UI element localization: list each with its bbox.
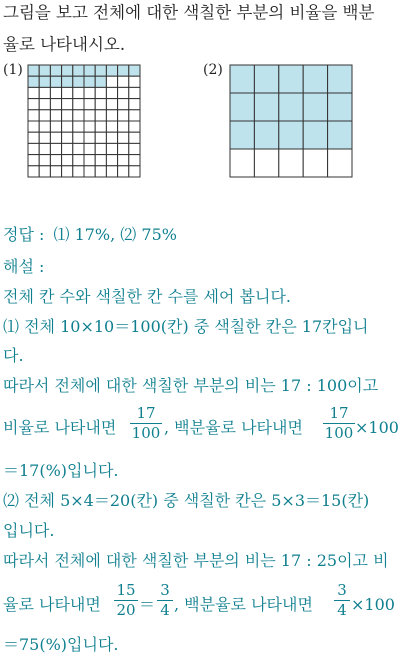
grid-cell xyxy=(95,143,106,154)
grid-cell xyxy=(84,110,95,121)
grid-cell xyxy=(118,143,129,154)
grid-cell xyxy=(39,143,50,154)
grid-cell xyxy=(50,110,61,121)
shaded-cell xyxy=(328,65,352,93)
grid-cell xyxy=(95,87,106,98)
grid-cell xyxy=(39,155,50,166)
grid-cell xyxy=(106,155,117,166)
shaded-cell xyxy=(279,93,303,121)
grid-cell xyxy=(84,99,95,110)
fraction-15-20 xyxy=(114,582,138,619)
explanation-line-7: ⑵ 전체 5×4＝20(칸) 중 색칠한 칸은 5×3＝15(칸) xyxy=(3,491,370,510)
grid-cell xyxy=(254,149,278,177)
grid-cell xyxy=(106,121,117,132)
shaded-cell xyxy=(328,121,352,149)
grid-cell xyxy=(84,143,95,154)
explanation-line-4: 따라서 전체에 대한 색칠한 부분의 비는 17 : 100이고 xyxy=(3,376,379,395)
grid-cell xyxy=(73,166,84,177)
shaded-cell xyxy=(95,76,106,87)
grid-cell xyxy=(95,132,106,143)
grid-cell xyxy=(129,143,140,154)
explanation-line-5a: 비율로 나타내면 xyxy=(3,418,117,437)
grid-cell xyxy=(118,87,129,98)
explanation-line-8: 입니다. xyxy=(3,521,55,540)
grid-cell xyxy=(39,87,50,98)
grid-cell xyxy=(95,166,106,177)
grid-cell xyxy=(129,166,140,177)
grid-cell xyxy=(129,99,140,110)
grid-cell xyxy=(118,99,129,110)
grid-cell xyxy=(106,166,117,177)
shaded-cell xyxy=(73,76,84,87)
fraction-denominator: 100 xyxy=(324,424,354,442)
grid-cell xyxy=(73,99,84,110)
grid-cell xyxy=(95,99,106,110)
fraction-17-100-b xyxy=(323,405,355,442)
grid-cell xyxy=(62,110,73,121)
figure-2-grid xyxy=(229,64,353,178)
grid-cell xyxy=(50,87,61,98)
shaded-cell xyxy=(254,93,278,121)
grid-cell xyxy=(106,110,117,121)
grid-cell xyxy=(62,155,73,166)
shaded-cell xyxy=(230,65,254,93)
equals-sign: ＝ xyxy=(139,595,156,614)
grid-cell xyxy=(230,149,254,177)
shaded-cell xyxy=(84,76,95,87)
shaded-cell xyxy=(39,76,50,87)
grid-cell xyxy=(129,76,140,87)
fraction-17-100-a xyxy=(130,405,162,442)
grid-cell xyxy=(106,132,117,143)
question-line-1: 그림을 보고 전체에 대한 색칠한 부분의 비율을 백분 xyxy=(3,3,375,22)
grid-cell xyxy=(28,155,39,166)
explanation-line-9: 따라서 전체에 대한 색칠한 부분의 비는 17 : 25이고 비 xyxy=(3,551,389,570)
fraction-denominator: 4 xyxy=(337,601,347,619)
explanation-line-2: ⑴ 전체 10×10＝100(칸) 중 색칠한 칸은 17칸입니 xyxy=(3,317,369,336)
shaded-cell xyxy=(303,65,327,93)
grid-cell xyxy=(303,149,327,177)
grid-cell xyxy=(50,143,61,154)
shaded-cell xyxy=(254,65,278,93)
shaded-cell xyxy=(95,65,106,76)
answer-line xyxy=(3,224,177,246)
grid-cell xyxy=(28,121,39,132)
grid-cell xyxy=(106,143,117,154)
fraction-3-4-a xyxy=(157,582,173,619)
grid-cell xyxy=(39,166,50,177)
explanation-line-5b: , 백분율로 나타내면 xyxy=(164,418,303,437)
question-line-2: 율로 나타내시오. xyxy=(3,35,126,54)
fraction-3-4-b xyxy=(334,582,350,619)
grid-cell xyxy=(84,155,95,166)
explanation-line-3: 다. xyxy=(3,346,24,365)
shaded-cell xyxy=(62,76,73,87)
grid-cell xyxy=(28,132,39,143)
figure-2-label: (2) xyxy=(203,62,223,78)
figure-1-label: (1) xyxy=(3,62,23,78)
grid-cell xyxy=(62,132,73,143)
shaded-cell xyxy=(106,65,117,76)
shaded-cell xyxy=(303,121,327,149)
grid-cell xyxy=(106,99,117,110)
grid-cell xyxy=(50,166,61,177)
grid-cell xyxy=(118,132,129,143)
grid-cell xyxy=(118,110,129,121)
explanation-label: 해설 : xyxy=(3,257,45,276)
figure-1-grid xyxy=(27,64,141,178)
shaded-cell xyxy=(230,121,254,149)
shaded-cell xyxy=(279,65,303,93)
explanation-line-5c: ×100 xyxy=(355,418,399,437)
shaded-cell xyxy=(73,65,84,76)
grid-cell xyxy=(28,87,39,98)
grid-cell xyxy=(50,121,61,132)
shaded-cell xyxy=(328,93,352,121)
explanation-line-11: ＝75(%)입니다. xyxy=(3,635,119,654)
shaded-cell xyxy=(28,65,39,76)
grid-cell xyxy=(279,149,303,177)
explanation-line-1: 전체 칸 수와 색칠한 칸 수를 세어 봅니다. xyxy=(3,287,291,306)
grid-cell xyxy=(129,110,140,121)
fraction-denominator: 100 xyxy=(131,424,161,442)
fraction-numerator: 3 xyxy=(337,581,347,599)
grid-cell xyxy=(28,143,39,154)
grid-cell xyxy=(50,132,61,143)
explanation-line-10b: , 백분율로 나타내면 xyxy=(174,595,313,614)
grid-cell xyxy=(62,87,73,98)
explanation-line-10c: ×100 xyxy=(351,595,395,614)
grid-cell xyxy=(73,143,84,154)
grid-cell xyxy=(84,166,95,177)
grid-cell xyxy=(62,143,73,154)
fraction-numerator: 17 xyxy=(136,404,156,422)
grid-cell xyxy=(73,87,84,98)
shaded-cell xyxy=(28,76,39,87)
grid-cell xyxy=(84,132,95,143)
shaded-cell xyxy=(279,121,303,149)
grid-cell xyxy=(73,110,84,121)
shaded-cell xyxy=(62,65,73,76)
grid-cell xyxy=(95,155,106,166)
fraction-numerator: 15 xyxy=(116,581,136,599)
fraction-denominator: 20 xyxy=(116,601,136,619)
shaded-cell xyxy=(129,65,140,76)
grid-cell xyxy=(118,166,129,177)
grid-cell xyxy=(50,155,61,166)
shaded-cell xyxy=(50,76,61,87)
grid-cell xyxy=(62,99,73,110)
grid-cell xyxy=(73,121,84,132)
grid-cell xyxy=(84,87,95,98)
grid-cell xyxy=(84,121,95,132)
shaded-cell xyxy=(303,93,327,121)
answer-label: 정답 : xyxy=(3,225,45,244)
grid-cell xyxy=(39,121,50,132)
grid-cell xyxy=(95,110,106,121)
grid-cell xyxy=(129,132,140,143)
explanation-line-6: ＝17(%)입니다. xyxy=(3,461,119,480)
grid-cell xyxy=(73,132,84,143)
grid-cell xyxy=(129,87,140,98)
grid-cell xyxy=(129,155,140,166)
grid-cell xyxy=(118,121,129,132)
grid-cell xyxy=(106,87,117,98)
grid-cell xyxy=(28,110,39,121)
fraction-numerator: 17 xyxy=(329,404,349,422)
grid-cell xyxy=(62,121,73,132)
grid-cell xyxy=(39,99,50,110)
shaded-cell xyxy=(39,65,50,76)
answer-text: ⑴ 17%, ⑵ 75% xyxy=(53,225,177,244)
shaded-cell xyxy=(254,121,278,149)
fraction-numerator: 3 xyxy=(160,581,170,599)
shaded-cell xyxy=(50,65,61,76)
grid-cell xyxy=(95,121,106,132)
grid-cell xyxy=(28,166,39,177)
shaded-cell xyxy=(118,65,129,76)
grid-cell xyxy=(328,149,352,177)
grid-cell xyxy=(28,99,39,110)
grid-cell xyxy=(118,155,129,166)
grid-cell xyxy=(50,99,61,110)
shaded-cell xyxy=(84,65,95,76)
grid-cell xyxy=(106,76,117,87)
grid-cell xyxy=(118,76,129,87)
grid-cell xyxy=(39,110,50,121)
grid-cell xyxy=(73,155,84,166)
grid-cell xyxy=(62,166,73,177)
grid-cell xyxy=(39,132,50,143)
shaded-cell xyxy=(230,93,254,121)
grid-cell xyxy=(129,121,140,132)
fraction-denominator: 4 xyxy=(160,601,170,619)
explanation-line-10a: 율로 나타내면 xyxy=(3,595,101,614)
